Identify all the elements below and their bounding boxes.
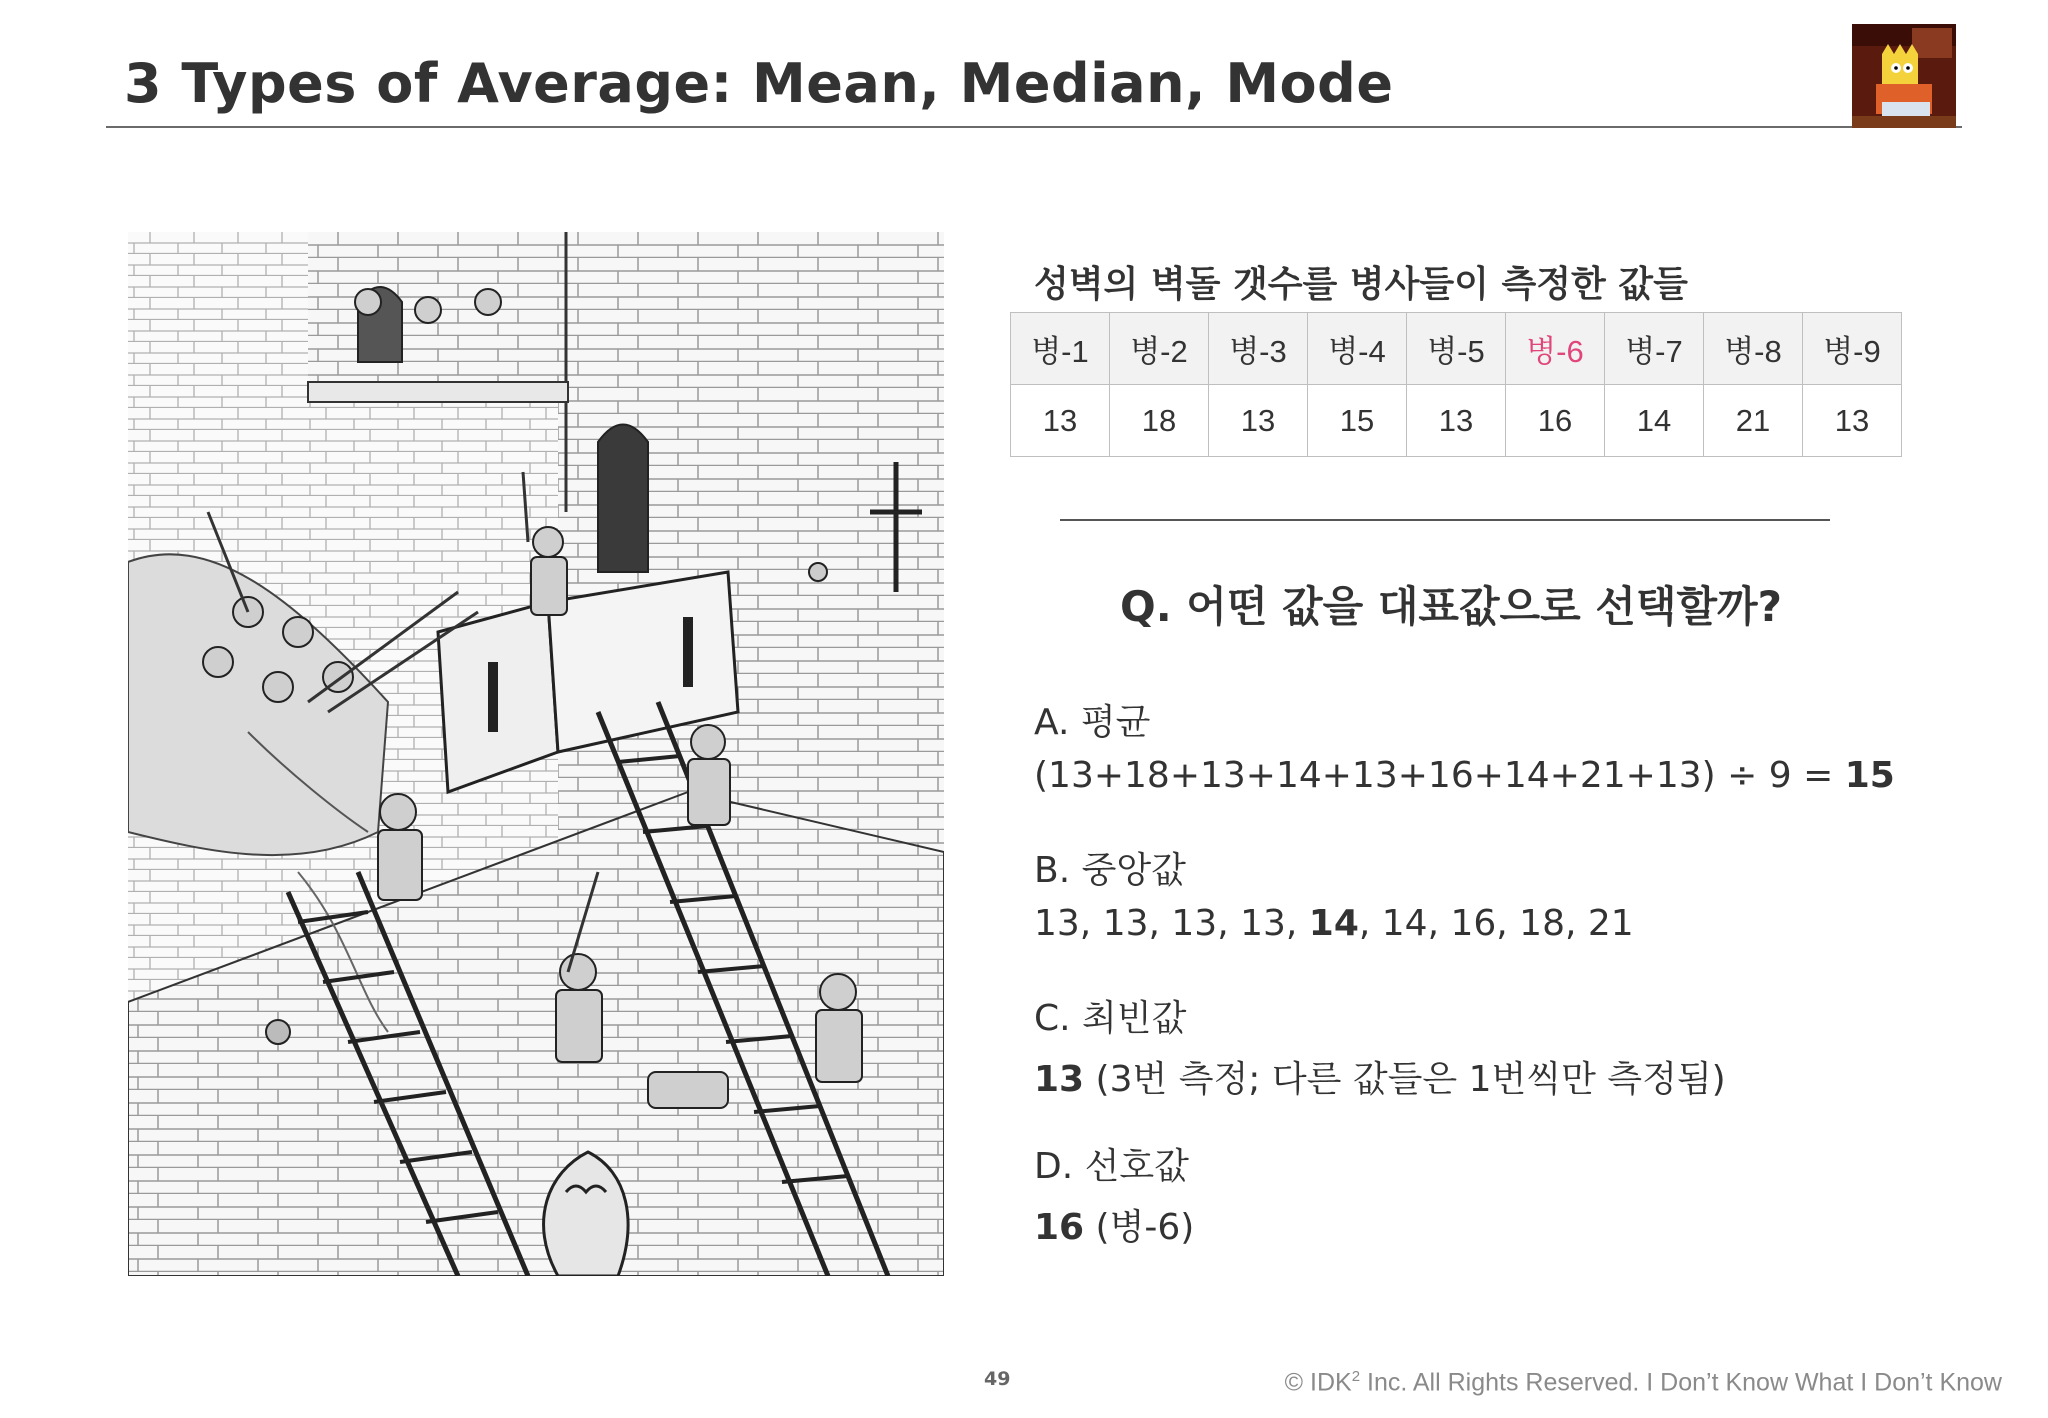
value-cell: 13 [1209,385,1308,457]
header-cell: 병-2 [1110,313,1209,385]
option-a-body [1034,755,1895,796]
question-text: Q. 어떤 값을 대표값으로 선택할까? [1120,582,1782,631]
page-number: 49 [984,1368,1011,1390]
header-cell-highlighted: 병-6 [1506,313,1605,385]
median-value: 14 [1308,903,1359,944]
preferred-note: (병-6) [1084,1207,1195,1248]
section-divider [1060,519,1830,521]
slide-title: 3 Types of Average: Mean, Median, Mode [124,52,1394,115]
sorted-values-after: , 14, 16, 18, 21 [1358,903,1634,944]
title-divider [106,126,1962,128]
table-value-row [1011,385,1902,457]
option-c [1034,990,1726,1102]
castle-siege-drawing [128,232,944,1276]
value-cell: 13 [1407,385,1506,457]
option-b [1034,842,1634,944]
option-d [1034,1138,1194,1250]
value-cell: 14 [1605,385,1704,457]
option-d-label: D. 선호값 [1034,1146,1189,1187]
measurement-table [1010,312,1902,457]
option-d-body [1034,1199,1194,1250]
value-cell: 18 [1110,385,1209,457]
value-cell: 16 [1506,385,1605,457]
value-cell: 21 [1704,385,1803,457]
sorted-values-before: 13, 13, 13, 13, [1034,903,1309,944]
value-cell: 15 [1308,385,1407,457]
option-c-body [1034,1051,1726,1102]
option-b-body [1034,903,1634,944]
header-cell: 병-7 [1605,313,1704,385]
table-caption: 성벽의 벽돌 갯수를 병사들이 측정한 값들 [1034,264,1688,305]
header-cell: 병-9 [1803,313,1902,385]
header-cell: 병-5 [1407,313,1506,385]
option-b-label: B. 중앙값 [1034,850,1186,891]
copyright-suffix: Inc. All Rights Reserved. I Don’t Know What I Don’t Know [1360,1368,2002,1397]
castle-siege-illustration [128,232,944,1276]
option-a-label: A. 평균 [1034,702,1151,743]
mode-note: (3번 측정; 다른 값들은 1번씩만 측정됨) [1084,1059,1726,1100]
header-cell: 병-8 [1704,313,1803,385]
copyright-footer [1285,1368,2002,1397]
character-icon [1852,24,1956,128]
header-cell: 병-3 [1209,313,1308,385]
mean-result: 15 [1844,755,1895,796]
header-cell: 병-1 [1011,313,1110,385]
value-cell: 13 [1011,385,1110,457]
header-cell: 병-4 [1308,313,1407,385]
table-header-row [1011,313,1902,385]
copyright-prefix: © IDK [1284,1368,1352,1397]
mean-expression: (13+18+13+14+13+16+14+21+13) ÷ 9 = [1034,755,1845,796]
value-cell: 13 [1803,385,1902,457]
option-a [1034,694,1895,796]
option-c-label: C. 최빈값 [1034,998,1187,1039]
preferred-value: 16 [1034,1207,1085,1248]
copyright-superscript: 2 [1351,1368,1361,1385]
character-thumbnail [1852,24,1956,128]
mode-value: 13 [1034,1059,1085,1100]
